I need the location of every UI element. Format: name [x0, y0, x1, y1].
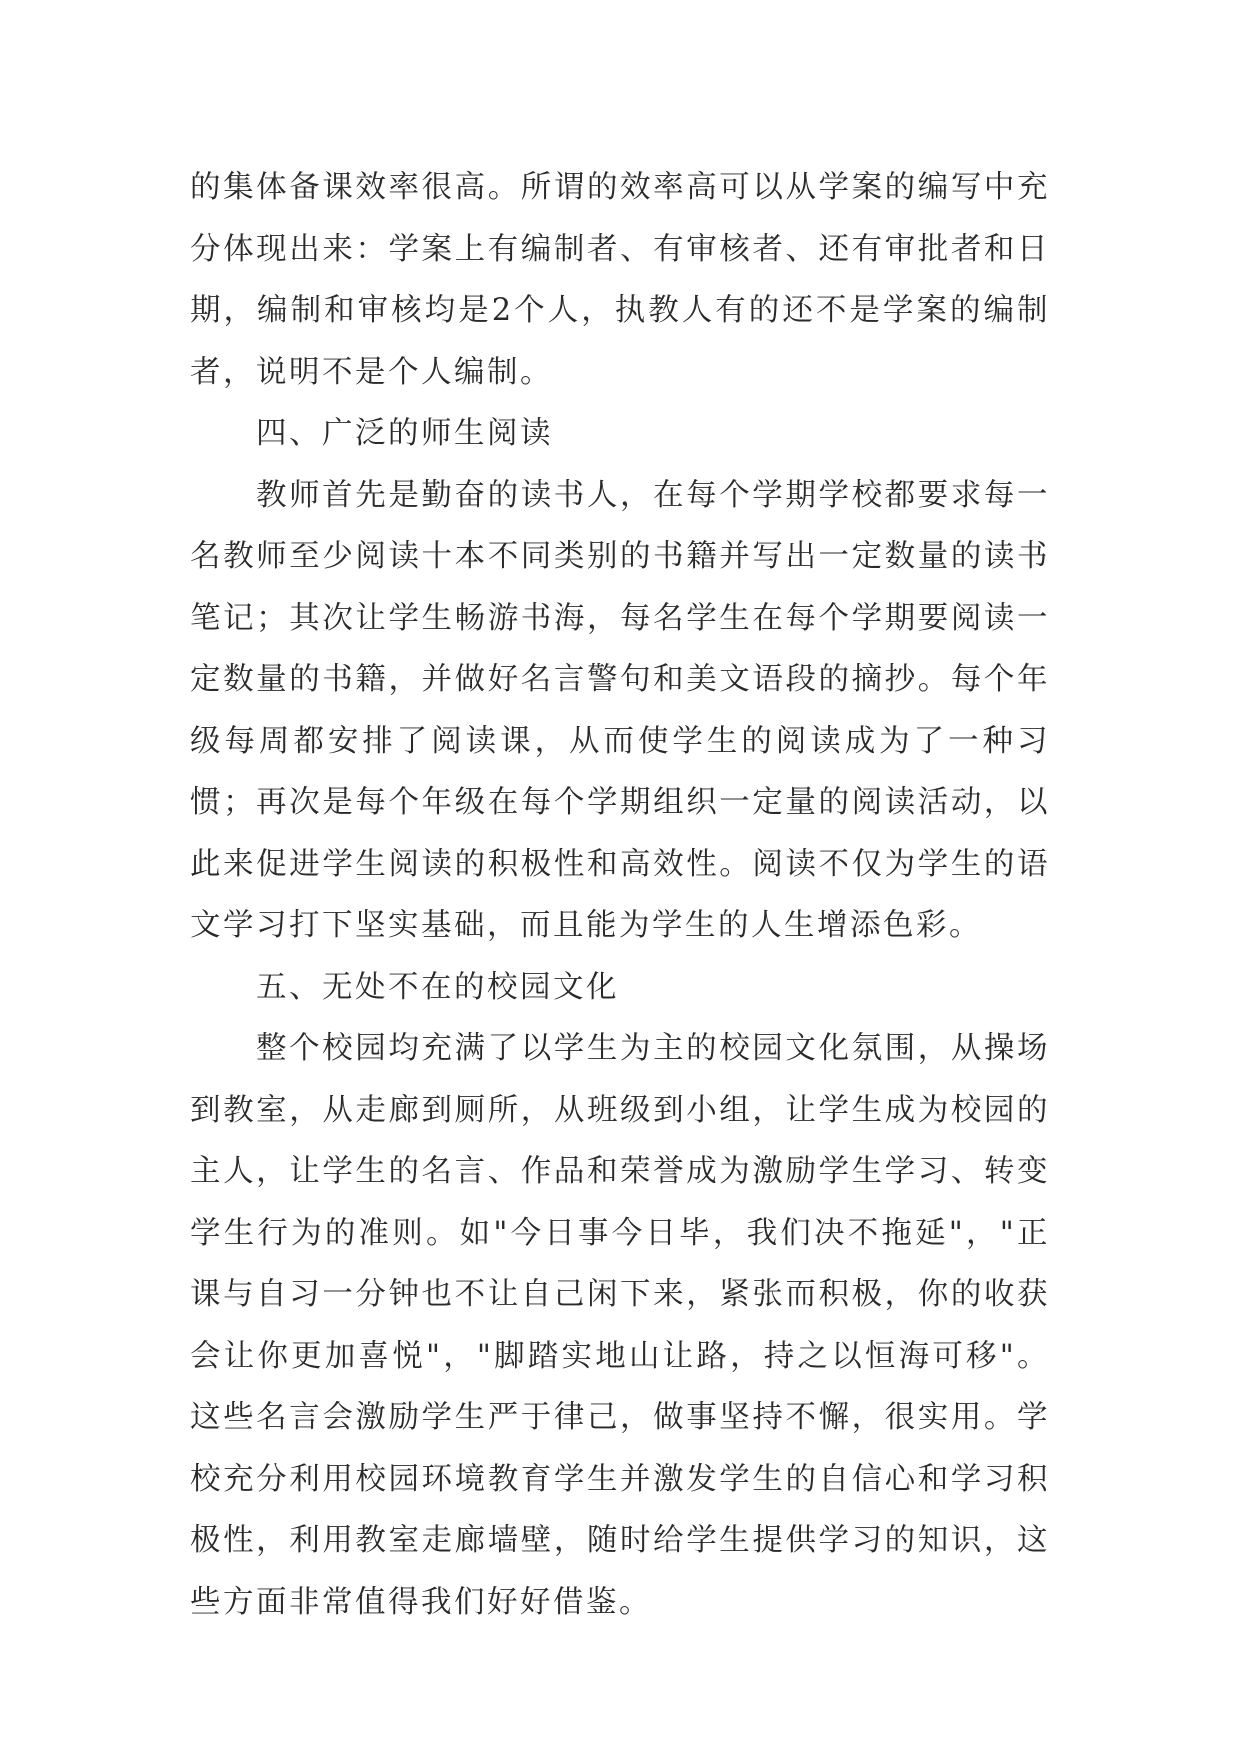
- section-heading-campus-culture: 五、无处不在的校园文化: [256, 969, 619, 1005]
- paragraph-continuation: 的集体备课效率很高。所谓的效率高可以从学案的编写中充分体现出来：学案上有编制者、有审核者、还有审批者和日期，编制和审核均是2个人，执教人有的还不是学案的编制者，说明不是个人编制。: [190, 170, 1050, 390]
- paragraph-campus-culture: 整个校园均充满了以学生为主的校园文化氛围，从操场到教室，从走廊到厕所，从班级到小组，让学生成为校园的主人，让学生的名言、作品和荣誉成为激励学生学习、转变学生行为的准则。如"今日事今日毕，我们决不拖延"，"正课与自习一分钟也不让自己闲下来，紧张而积极，你的收获会让你更加喜悦"，"脚踏实地山让路，持之以恒海可移"。这些名言会激励学生严于律己，做事坚持不懈，很实用。学校充分利用校园环境教育学生并激发学生的自信心和学习积极性，利用教室走廊墙壁，随时给学生提供学习的知识，这些方面非常值得我们好好借鉴。: [190, 1031, 1050, 1620]
- section-heading-reading: 四、广泛的师生阅读: [256, 416, 553, 451]
- document-body: [190, 157, 1050, 1633]
- paragraph-reading: 教师首先是勤奋的读书人，在每个学期学校都要求每一名教师至少阅读十本不同类别的书籍并写出一定数量的读书笔记；其次让学生畅游书海，每名学生在每个学期要阅读一定数量的书籍，并做好名言警句和美文语段的摘抄。每个年级每周都安排了阅读课，从而使学生的阅读成为了一种习惯；再次是每个年级在每个学期组织一定量的阅读活动，以此来促进学生阅读的积极性和高效性。阅读不仅为学生的语文学习打下坚实基础，而且能为学生的人生增添色彩。: [190, 477, 1050, 943]
